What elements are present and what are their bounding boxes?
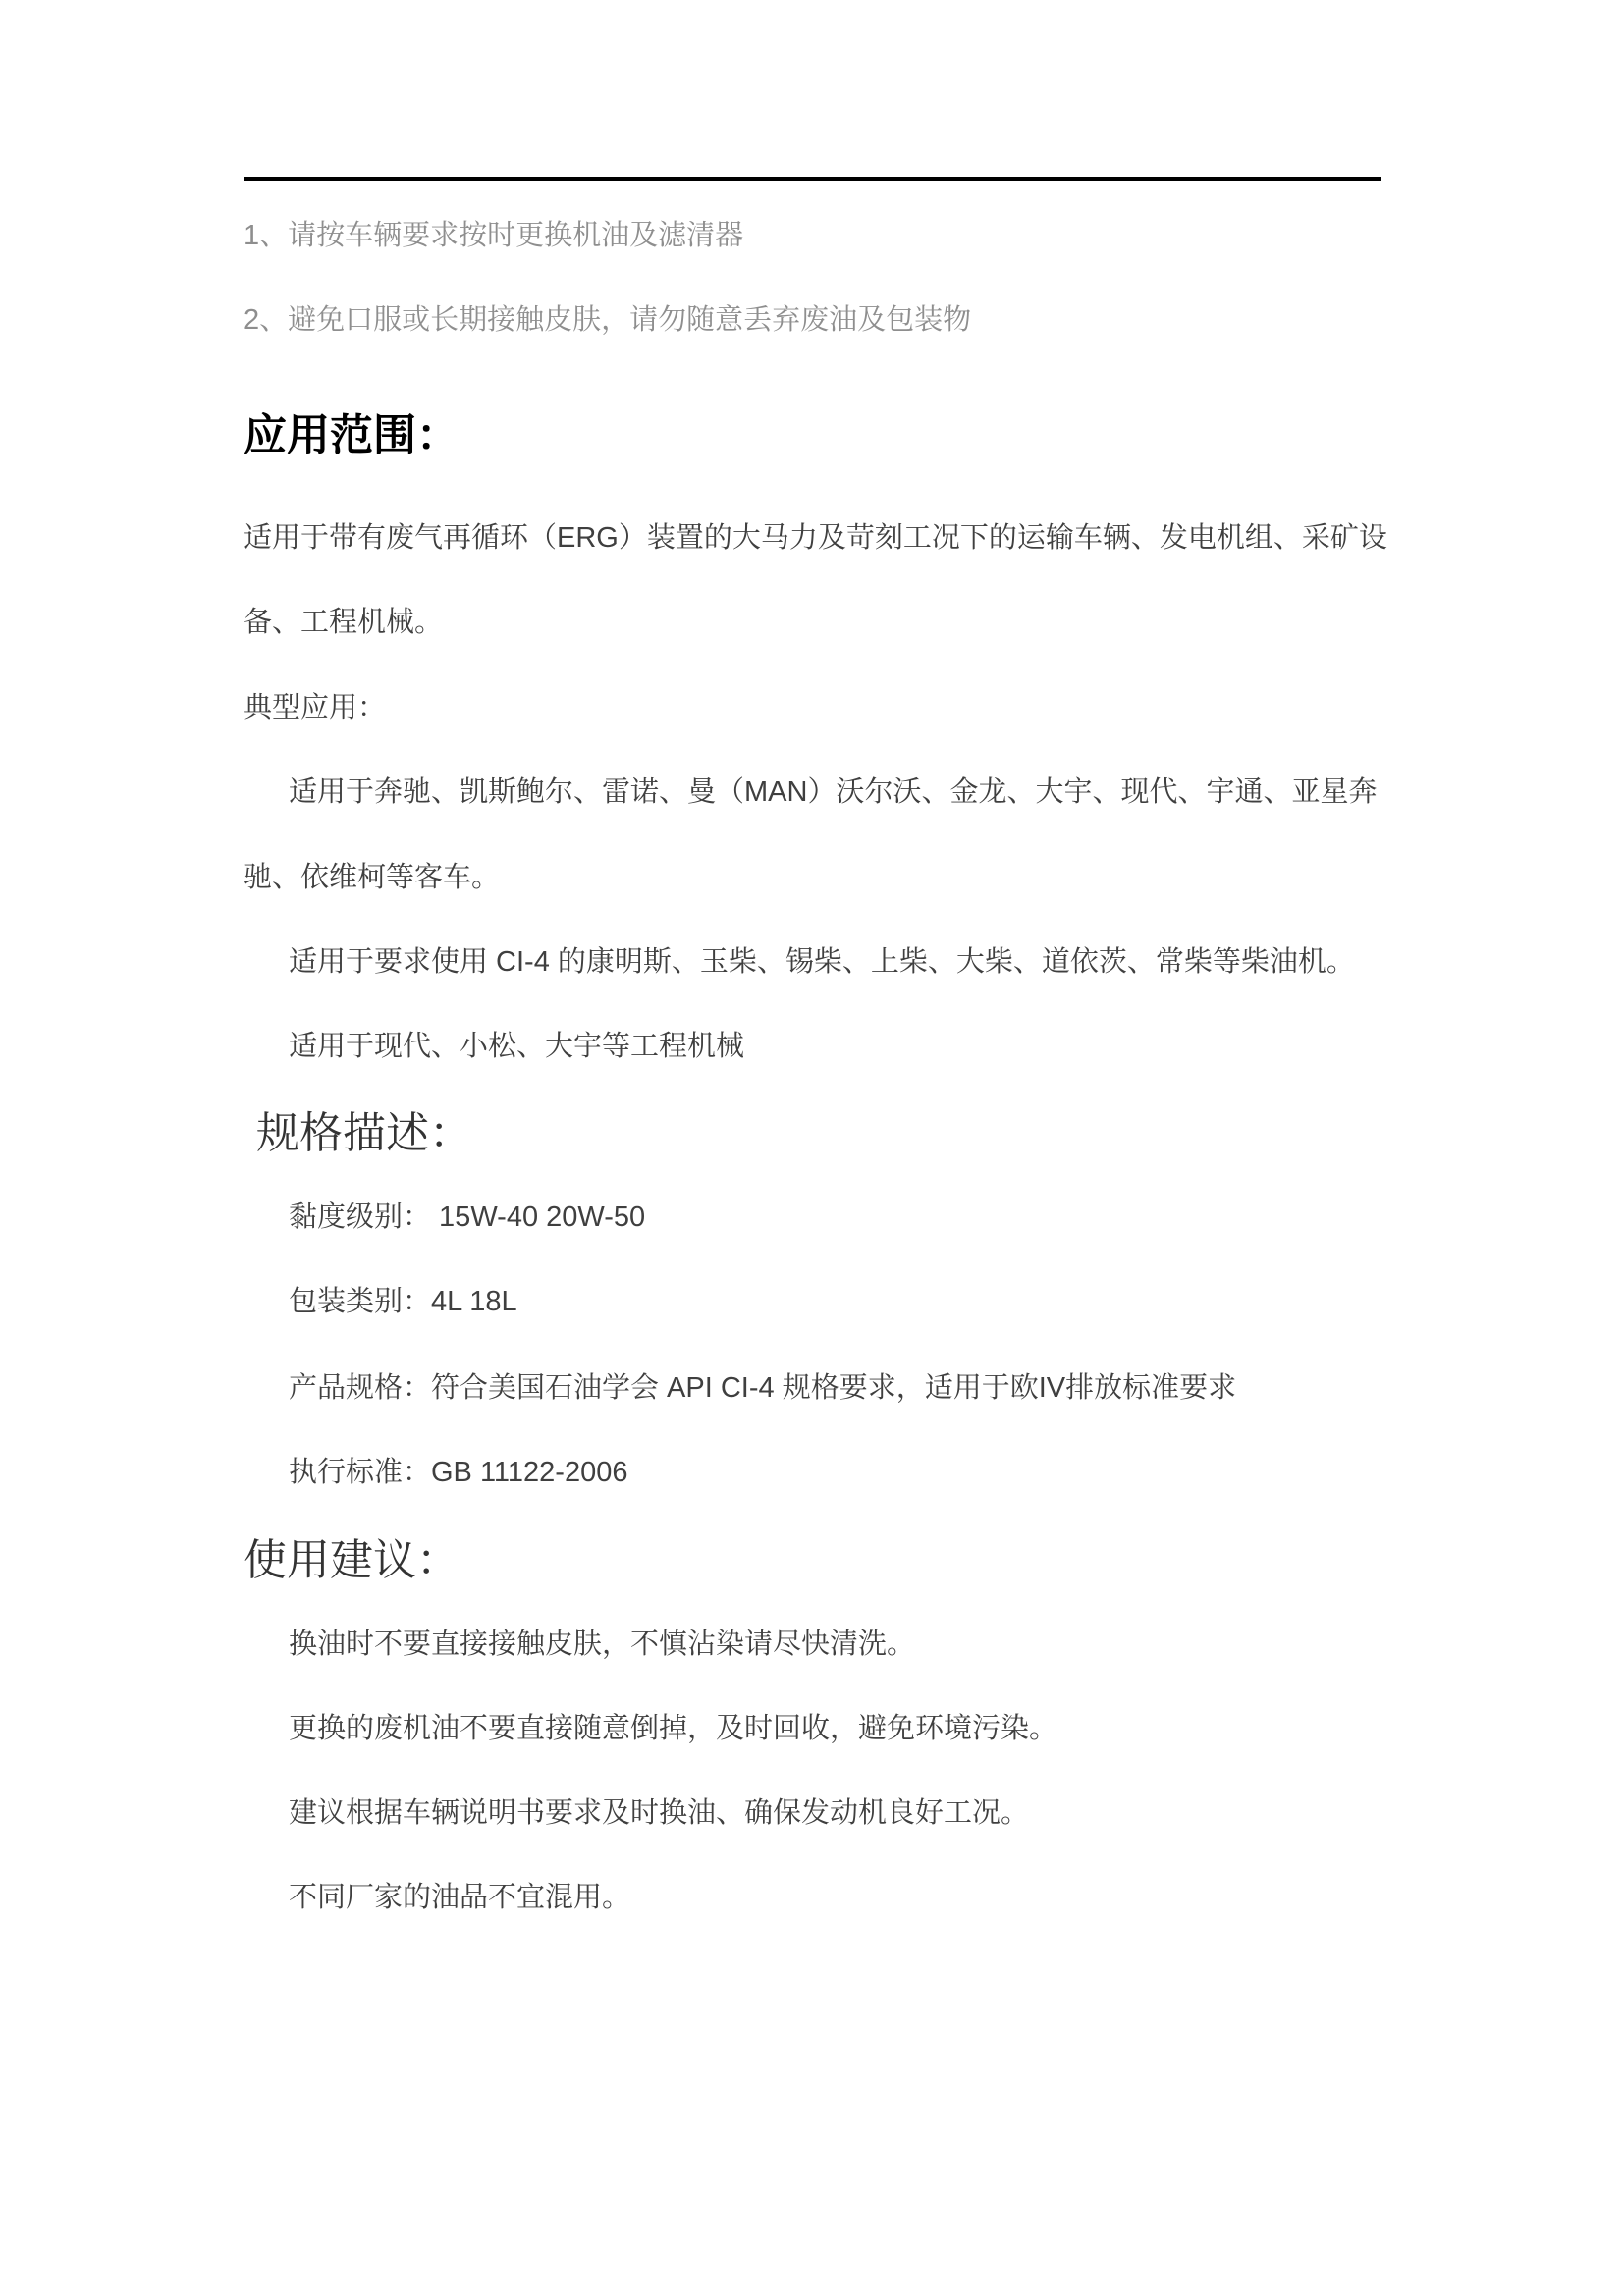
horizontal-rule — [244, 177, 1381, 181]
section-heading-application-scope: 应用范围： — [244, 411, 460, 459]
spec-execution-standard: 执行标准：GB 11122-2006 — [289, 1457, 628, 1488]
application-intro-line-2: 备、工程机械。 — [244, 607, 444, 638]
advice-tip-4: 不同厂家的油品不宜混用。 — [289, 1882, 631, 1913]
advice-tip-3: 建议根据车辆说明书要求及时换油、确保发动机良好工况。 — [289, 1797, 1030, 1829]
typical-application-label: 典型应用： — [244, 692, 387, 723]
application-bus-line-1: 适用于奔驰、凯斯鲍尔、雷诺、曼（MAN）沃尔沃、金龙、大宇、现代、宇通、亚星奔 — [289, 776, 1378, 808]
application-intro-line-1: 适用于带有废气再循环（ERG）装置的大马力及苛刻工况下的运输车辆、发电机组、采矿设 — [244, 522, 1387, 554]
application-bus-line-2: 驰、依维柯等客车。 — [244, 862, 501, 893]
spec-packaging-type: 包装类别：4L 18L — [289, 1286, 517, 1317]
spec-product-standard: 产品规格：符合美国石油学会 API CI-4 规格要求，适用于欧IV排放标准要求 — [289, 1372, 1237, 1404]
note-item-2: 2、避免口服或长期接触皮肤，请勿随意丢弃废油及包装物 — [244, 304, 972, 336]
spec-viscosity-grade: 黏度级别： 15W-40 20W-50 — [289, 1201, 646, 1233]
advice-tip-2: 更换的废机油不要直接随意倒掉，及时回收，避免环境污染。 — [289, 1713, 1058, 1744]
application-diesel-line: 适用于要求使用 CI-4 的康明斯、玉柴、锡柴、上柴、大柴、道依茨、常柴等柴油机。 — [289, 946, 1355, 978]
advice-tip-1: 换油时不要直接接触皮肤，不慎沾染请尽快清洗。 — [289, 1629, 916, 1660]
section-heading-usage-advice: 使用建议： — [244, 1536, 460, 1584]
application-machinery-line: 适用于现代、小松、大宇等工程机械 — [289, 1031, 745, 1062]
section-heading-specifications: 规格描述： — [256, 1109, 472, 1157]
note-item-1: 1、请按车辆要求按时更换机油及滤清器 — [244, 220, 744, 251]
